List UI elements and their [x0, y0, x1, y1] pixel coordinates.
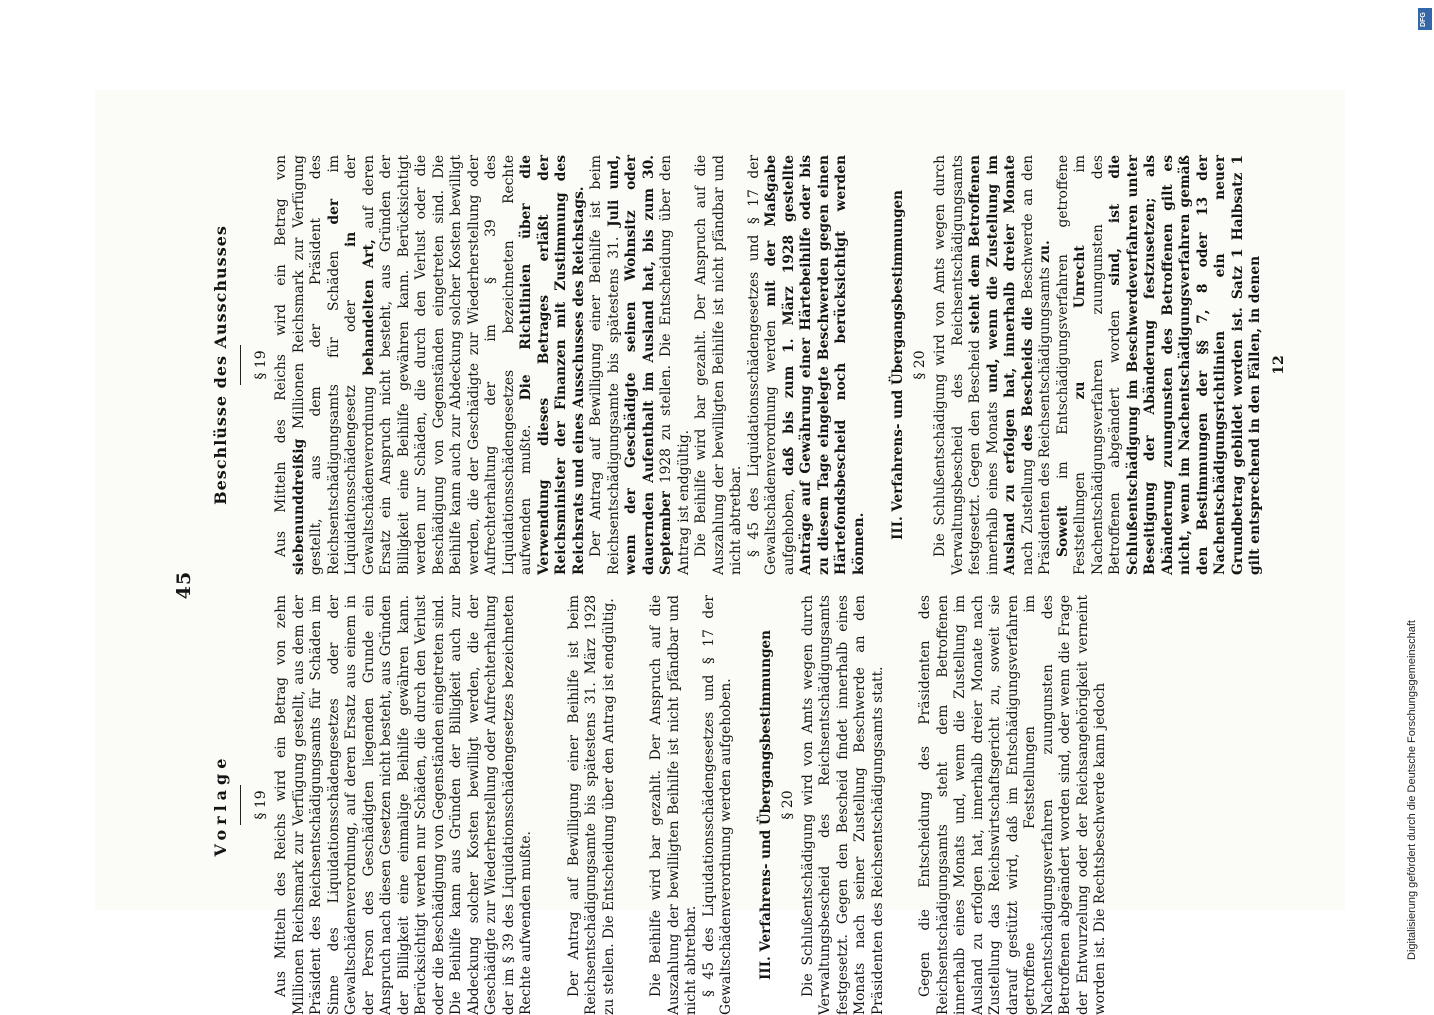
section-title-iii: III. Verfahrens- und Übergangsbestimmungen	[757, 630, 774, 980]
vorlage-19-paragraph-4: § 45 des Liquidationsschädengesetzes und § 17 der Gewaltschädenverordnung werden aufgehoben.	[700, 595, 734, 1015]
scanned-page	[95, 90, 1345, 1015]
vorlage-19-paragraph-3: Die Beihilfe wird bar gezahlt. Der Anspruch auf die Auszahlung der bewilligten Beihilfe ist nicht pfändbar und nicht abtretbar.	[648, 595, 699, 1015]
footer-number: 12	[1270, 355, 1287, 375]
section-title-iii: III. Verfahrens- und Übergangsbestimmungen	[890, 190, 906, 540]
paragraph-19-mark: § 19	[253, 790, 269, 820]
beschluss-19-paragraph-3: Die Beihilfe wird bar gezahlt. Der Anspruch auf die Auszahlung der bewilligten Beihilfe ist nicht pfändbar und nicht abtretbar.	[693, 155, 744, 575]
vorlage-20-paragraph-1: Die Schlußentschädigung wird von Amts wegen durch Verwaltungsbescheid des Reichsentschädigungsamts festgesetzt. Gegen den Bescheid findet innerhalb eines Monats nach seiner Zustellung Beschwerde an den Präsidenten des Reichsentschädigungsamts statt.	[799, 595, 886, 1015]
heading-beschluesse: Beschlüsse des Ausschusses	[211, 225, 230, 505]
heading-rule	[240, 345, 241, 385]
beschluss-19-paragraph-1: Aus Mitteln des Reichs wird ein Betrag von siebenunddreißig Millionen Reichsmark zur Verfügung gestellt, aus dem der Präsident des Reichsentschädigungsamts für Schäden der im Liquidationsschädengesetz oder in der Gewaltschädenverordnung behandelten Art, auf deren Ersatz ein Anspruch nicht besteht, aus Gründen der Billigkeit eine Beihilfe gewähren kann. Berücksichtigt werden nur Schäden, die durch den Verlust oder die Beschädigung von Gegenständen eingetreten sind. Die Beihilfe kann auch zur Abdeckung solcher Kosten bewilligt werden, die der Geschädigte zur Wiederherstellung oder Aufrechterhaltung der im § 39 des Liquidationsschädengesetzes bezeichneten Rechte aufwenden mußte. Die Richtlinien über die Verwendung dieses Betrages erläßt der Reichsminister der Finanzen mit Zustimmung des Reichsrats und eines Ausschusses des Reichstags.	[273, 155, 587, 575]
heading-rule	[240, 785, 241, 825]
beschluss-19-paragraph-4: § 45 des Liquidationsschädengesetzes und § 17 der Gewaltschädenverordnung werden mit der Maßgabe aufgehoben, daß bis zum 1. März 1928 gestellte Anträge auf Gewährung einer Härtebeihilfe oder bis zu diesem Tage eingelegte Beschwerden gegen einen Härtefondsbescheid noch berücksichtigt werden können.	[745, 154, 867, 575]
beschluss-20-paragraph-1: Die Schlußentschädigung wird von Amts wegen durch Verwaltungsbescheid des Reichsentschädigungsamts festgesetzt. Gegen den Bescheid steht dem Betroffenen innerhalb eines Monats und, wenn die Zustellung im Ausland zu erfolgen hat, innerhalb dreier Monate nach Zustellung des Bescheids die Beschwerde an den Präsidenten des Reichsentschädigungsamts zu.	[932, 155, 1053, 575]
digitization-note-text: Digitalisierung gefördert durch die Deutsche Forschungsgemeinschaft	[1406, 620, 1418, 960]
paragraph-20-mark: § 20	[912, 350, 928, 380]
paragraph-19-mark: § 19	[253, 350, 269, 380]
rotated-page-content	[173, 155, 1434, 1015]
vorlage-19-paragraph-1: Aus Mitteln des Reichs wird ein Betrag von zehn Millionen Reichsmark zur Verfügung gestellt, aus dem der Präsident des Reichsentschädigungsamts für Schäden im Sinne des Liquidationsschädengesetzes oder der Gewaltschädenverordnung, auf deren Ersatz aus einem in der Person des Geschädigten liegenden Grunde ein Anspruch nach diesen Gesetzen nicht besteht, aus Gründen der Billigkeit eine einmalige Beihilfe gewähren kann. Berücksichtigt werden nur Schäden, die durch den Verlust oder die Beschädigung von Gegenständen eingetreten sind. Die Beihilfe kann aus Gründen der Billigkeit auch zur Abdeckung solcher Kosten bewilligt werden, die der Geschädigte zur Wiederherstellung oder Aufrechterhaltung der im § 39 des Liquidationsschädengesetzes bezeichneten Rechte aufwenden mußte.	[273, 595, 534, 1015]
heading-vorlage: Vorlage	[211, 753, 230, 857]
vorlage-20-paragraph-2: Gegen die Entscheidung des Präsidenten des Reichsentschädigungsamts steht dem Betroffenen innerhalb eines Monats und, wenn die Zustellung im Ausland zu erfolgen hat, innerhalb dreier Monate nach Zustellung das Reichswirtschaftsgericht zu, soweit sie darauf gestützt wird, daß im Entschädigungsverfahren getroffene Feststellungen im Nachentschädigungsverfahren zuungunsten des Betroffenen abgeändert worden sind, oder wenn die Frage der Entwurzelung oder der Reichsangehörigkeit verneint worden ist. Die Rechtsbeschwerde kann jedoch	[917, 595, 1108, 1015]
page-number: 45	[173, 570, 195, 600]
vorlage-19-paragraph-2: Der Antrag auf Bewilligung einer Beihilfe ist beim Reichsentschädigungsamte bis spätestens 31. März 1928 zu stellen. Die Entscheidung über den Antrag ist endgültig.	[565, 595, 617, 1015]
beschluss-20-paragraph-2: Soweit im Entschädigungsverfahren getroffene Feststellungen zu Unrecht im Nachentschädigungsverfahren zuungunsten des Betroffenen abgeändert worden sind, ist die Schlußentschädigung im Beschwerdeverfahren unter Beseitigung der Abänderung festzusetzen; als Abänderung zuungunsten des Betroffenen gilt es nicht, wenn im Nachentschädigungsverfahren gemäß den Bestimmungen der §§ 7, 8 oder 13 der Nachentschädigungsrichtlinien ein neuer Grundbetrag gebildet worden ist. Satz 1 Halbsatz 1 gilt entsprechend in den Fällen, in denen	[1054, 154, 1263, 575]
column-beschluesse	[211, 155, 1291, 575]
beschluss-19-paragraph-2: Der Antrag auf Bewilligung einer Beihilfe ist beim Reichsentschädigungsamte bis spätestens 31. Juli und, wenn der Geschädigte seinen Wohnsitz oder dauernden Aufenthalt im Ausland hat, bis zum 30. September 1928 zu stellen. Die Entscheidung über den Antrag ist endgültig.	[588, 155, 692, 575]
dfg-logo: DFG	[1418, 8, 1432, 30]
paragraph-20-mark: § 20	[779, 790, 796, 820]
digitization-note	[1404, 0, 1426, 1000]
column-vorlage	[211, 595, 1110, 1015]
